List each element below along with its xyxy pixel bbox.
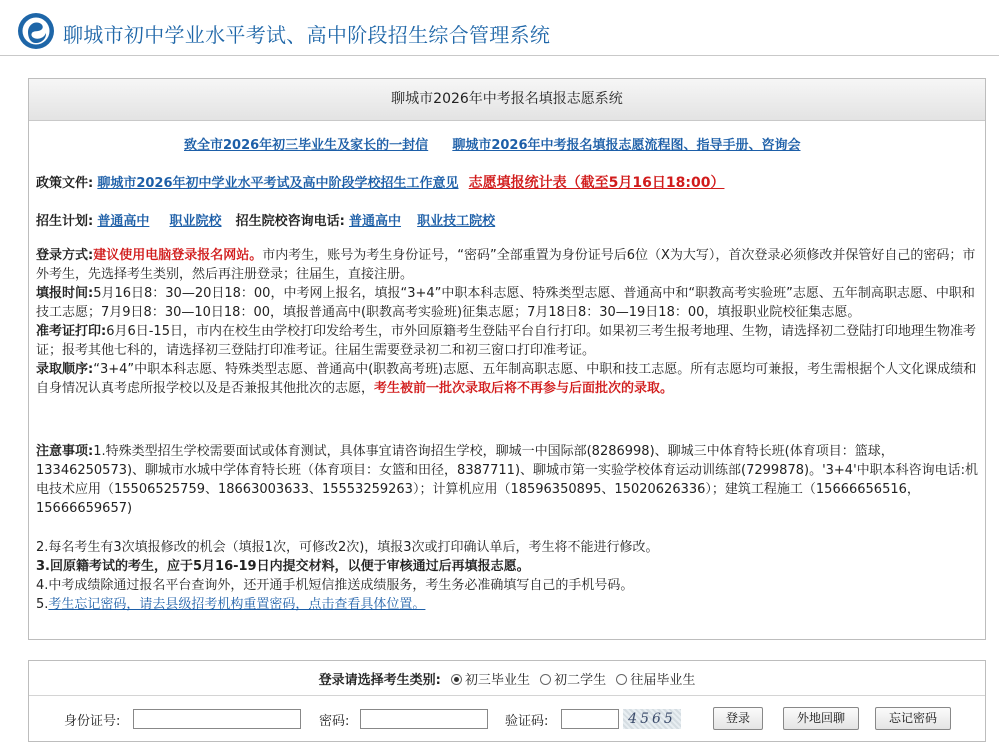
policy-label: 政策文件: <box>36 176 94 191</box>
forgot-password-location-link[interactable]: 考生忘记密码，请去县级招考机构重置密码，点击查看具体位置。 <box>48 597 426 612</box>
radio-previous-button[interactable] <box>616 674 627 685</box>
phone-high-school-link[interactable]: 普通高中 <box>349 214 402 229</box>
password-input[interactable] <box>360 709 488 729</box>
password-label: 密码: <box>319 714 350 729</box>
plan-vocational-link[interactable]: 职业院校 <box>169 214 222 229</box>
panel-title: 聊城市2026年中考报名填报志愿系统 <box>29 79 985 121</box>
flowchart-link[interactable]: 聊城市2026年中考报名填报志愿流程图、指导手册、咨询会 <box>452 138 801 153</box>
phone-label: 招生院校咨询电话: <box>235 214 345 229</box>
plan-row <box>36 210 495 229</box>
note-2: 2.每名考生有3次填报修改的机会（填报1次，可修改2次)，填报3次或打印确认单后，考生将不能进行修改。 <box>36 540 659 555</box>
login-button[interactable]: 登录 <box>713 707 763 730</box>
system-logo-icon <box>17 12 55 50</box>
category-label: 登录请选择考生类别: <box>318 673 441 688</box>
forgot-password-button[interactable]: 忘记密码 <box>875 707 951 730</box>
radio-grade8[interactable]: 初二学生 <box>540 673 606 688</box>
credentials-row <box>29 707 985 733</box>
note-4: 4.中考成绩除通过报名平台查询外，还开通手机短信推送成绩服务，考生务必准确填写自己的手机号码。 <box>36 578 634 593</box>
captcha-label: 验证码: <box>505 714 549 729</box>
radio-grade8-button[interactable] <box>540 674 551 685</box>
top-links-row <box>184 134 801 153</box>
plan-high-school-link[interactable]: 普通高中 <box>97 214 150 229</box>
id-label: 身份证号: <box>64 714 121 729</box>
radio-grade9[interactable]: 初三毕业生 <box>451 673 530 688</box>
captcha-input[interactable] <box>561 709 619 729</box>
login-method-text: 登录方式:建议使用电脑登录报名网站。市内考生，账号为考生身份证号，“密码”全部重置为身份证号后6位（X为大写），首次登录必须修改并保管好自己的密码；市外考生，先选择考生类别，然后再注册登录；往届生，直接注册。 <box>36 248 976 282</box>
policy-row <box>36 172 724 192</box>
login-divider <box>29 695 985 696</box>
ticket-print-text: 准考证打印:6月6日-15日，市内在校生由学校打印发给考生，市外回原籍考生登陆平台自行打印。如果初三考生报考地理、生物，请选择初二登陆打印地理生物准考证；报考其他七科的，请选择初三登陆打印准考证。往届生需要登录初二和初三窗口打印准考证。 <box>36 324 976 358</box>
category-row <box>29 669 985 688</box>
stats-table-link[interactable]: 志愿填报统计表（截至5月16日18:00） <box>468 175 725 191</box>
info-panel <box>28 78 986 640</box>
admission-order-text: 录取顺序:“3+4”中职本科志愿、特殊类型志愿、普通高中(职教高考班)志愿、五年制高职志愿、中职和技工志愿。所有志愿均可兼报，考生需根据个人文化课成绩和自身情况认真考虑所报学校以及是否兼报其他批次的志愿，考生被前一批次录取后将不再参与后面批次的录取。 <box>36 362 977 396</box>
notes-block <box>36 442 981 518</box>
phone-technical-link[interactable]: 职业技工院校 <box>417 214 496 229</box>
system-title: 聊城市初中学业水平考试、高中阶段招生综合管理系统 <box>63 23 551 47</box>
radio-previous[interactable]: 往届毕业生 <box>616 673 695 688</box>
return-hometown-button[interactable]: 外地回聊 <box>783 707 859 730</box>
id-number-input[interactable] <box>133 709 301 729</box>
captcha-image[interactable]: 4565 <box>623 709 681 729</box>
policy-doc-link[interactable]: 聊城市2026年初中学业水平考试及高中阶段学校招生工作意见 <box>97 176 459 191</box>
plan-label: 招生计划: <box>36 214 94 229</box>
note-1: 注意事项:1.特殊类型招生学校需要面试或体育测试，具体事宜请咨询招生学校，聊城一中国际部(8286998)、聊城三中体育特长班(体育项目：篮球，13346250573)、聊城市水城中学体育特长班（体育项目：女篮和田径，8387711)、聊城市第一实验学校体育运动训练部(7299878)。'3+4'中职本科咨询电话:机电技术应用（15506525759、18663003633、15553259263）；计算机应用（18596350895、15020626336）；建筑工程施工（15666656516，15666659657) <box>36 444 979 516</box>
login-panel <box>28 660 986 742</box>
fill-time-text: 填报时间:5月16日8：30—20日18：00，中考网上报名，填报“3+4”中职本科志愿、特殊类型志愿、普通高中和“职教高考实验班”志愿、五年制高职志愿、中职和技工志愿；7月9日8：30—10日18：00，填报普通高中(职教高考实验班)征集志愿；7月18日8：30—19日18：00，填报职业院校征集志愿。 <box>36 286 975 320</box>
note-3: 3.回原籍考试的考生，应于5月16-19日内提交材料，以便于审核通过后再填报志愿。 <box>36 559 530 574</box>
note-5: 5.考生忘记密码，请去县级招考机构重置密码，点击查看具体位置。 <box>36 597 426 612</box>
notes-list <box>36 538 981 614</box>
info-block <box>36 246 981 398</box>
page-header <box>0 0 999 56</box>
radio-grade9-button[interactable] <box>451 674 462 685</box>
letter-link[interactable]: 致全市2026年初三毕业生及家长的一封信 <box>184 138 429 153</box>
